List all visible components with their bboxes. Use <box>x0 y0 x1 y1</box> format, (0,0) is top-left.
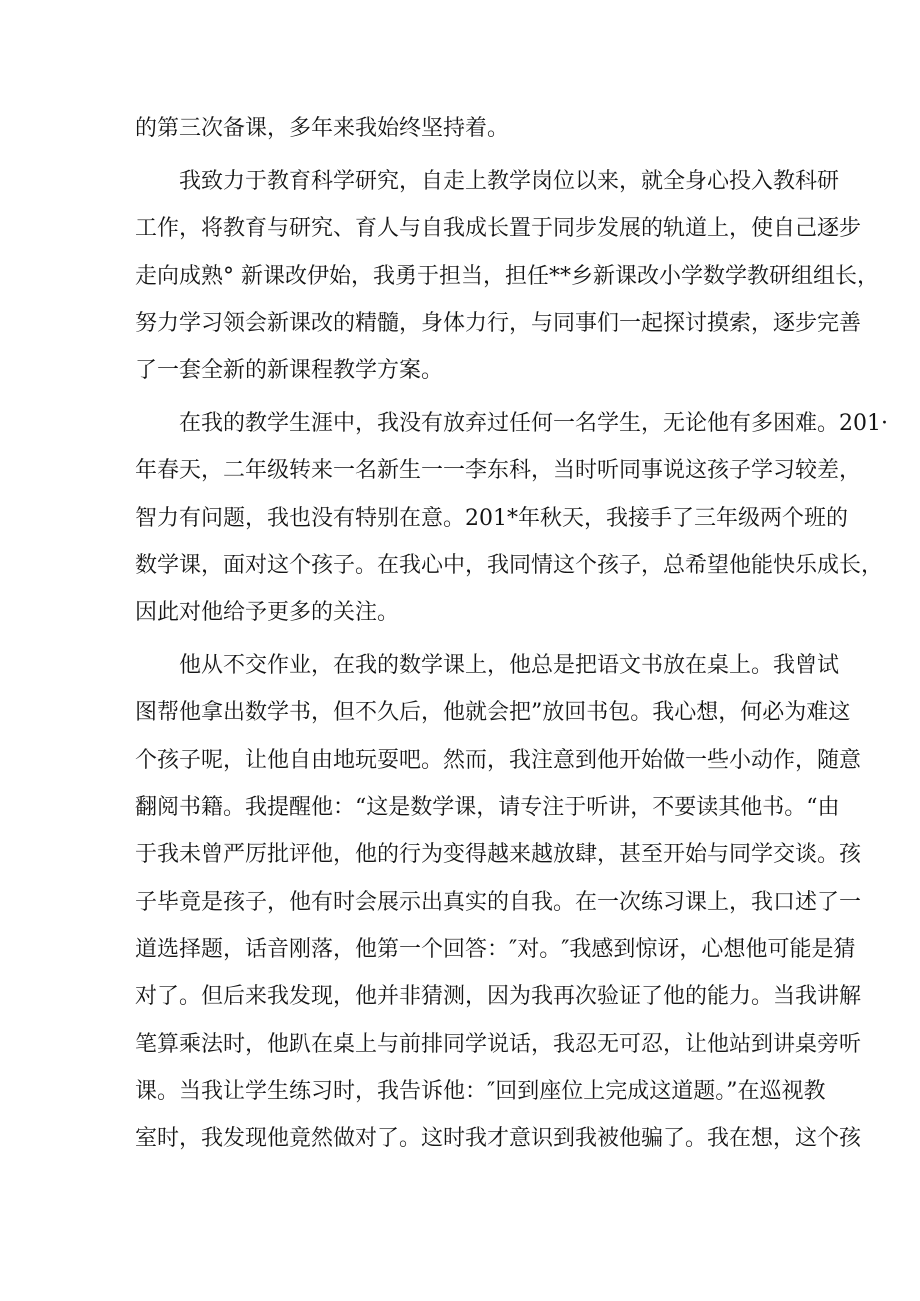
text-line: 了一套全新的新课程教学方案。 <box>135 358 444 383</box>
text-line: 课。当我让学生练习时，我告诉他：″回到座位上完成这道题。”在巡视教 <box>135 1079 826 1104</box>
text-line: 个孩子呢，让他自由地玩耍吧。然而，我注意到他开始做一些小动作，随意 <box>135 748 862 773</box>
text-line: 对了。但后来我发现，他并非猜测，因为我再次验证了他的能力。当我讲解 <box>135 984 862 1009</box>
text-line: 工作，将教育与研究、育人与自我成长置于同步发展的轨道上，使自己逐步 <box>135 216 862 241</box>
text-line: 的第三次备课，多年来我始终坚持着。 <box>135 116 510 141</box>
text-line: 室时，我发现他竟然做对了。这时我才意识到我被他骗了。我在想，这个孩 <box>135 1126 862 1151</box>
text-line: 智力有问题，我也没有特别在意。201*年秋天，我接手了三年级两个班的 <box>135 506 848 531</box>
text-line: 他从不交作业，在我的数学课上，他总是把语文书放在桌上。我曾试 <box>179 653 840 678</box>
text-line: 道选择题，话音刚落，他第一个回答：″对。″我感到惊讶，心想他可能是猜 <box>135 937 856 962</box>
text-line: 翻阅书籍。我提醒他：“这是数学课，请专注于听讲，不要读其他书。“由 <box>135 795 840 820</box>
text-line: 于我未曾严厉批评他，他的行为变得越来越放肆，甚至开始与同学交谈。孩 <box>135 842 862 867</box>
text-line: 年春天，二年级转来一名新生一一李东科，当时听同事说这孩子学习较差， <box>135 458 862 483</box>
text-line: 我致力于教育科学研究，自走上教学岗位以来，就全身心投入教科研 <box>179 169 840 194</box>
text-line: 因此对他给予更多的关注。 <box>135 600 400 625</box>
text-line: 笔算乘法时，他趴在桌上与前排同学说话，我忍无可忍，让他站到讲桌旁听 <box>135 1032 862 1057</box>
text-line: 走向成熟° 新课改伊始，我勇于担当，担任**乡新课改小学数学教研组组长， <box>135 264 879 289</box>
text-line: 数学课，面对这个孩子。在我心中，我同情这个孩子，总希望他能快乐成长， <box>135 553 884 578</box>
text-line: 图帮他拿出数学书，但不久后，他就会把”放回书包。我心想，何必为难这 <box>135 700 851 725</box>
text-line: 努力学习领会新课改的精髓，身体力行，与同事们一起探讨摸索，逐步完善 <box>135 311 862 336</box>
text-line: 子毕竟是孩子，他有时会展示出真实的自我。在一次练习课上，我口述了一 <box>135 890 862 915</box>
text-line: 在我的教学生涯中，我没有放弃过任何一名学生，无论他有多困难。201· <box>179 411 888 436</box>
